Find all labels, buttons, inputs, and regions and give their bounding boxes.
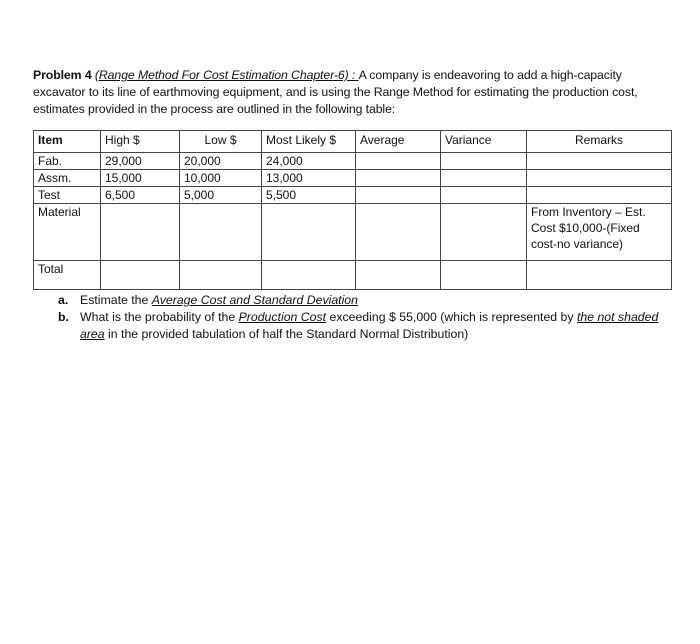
question-marker: a. [58,293,69,307]
cell-low [180,204,262,261]
cell-item: Total [34,261,101,290]
table-row [34,170,672,187]
question-list [58,292,678,343]
cell-low: 5,000 [180,187,262,204]
header-most-likely: Most Likely $ [262,131,356,153]
header-remarks: Remarks [527,131,672,153]
question-b [58,309,678,343]
question-prefix: Estimate the [80,293,152,307]
header-high: High $ [101,131,180,153]
cell-remarks [527,170,672,187]
table-header-row [34,131,672,153]
table-row [34,153,672,170]
cell-average [356,153,441,170]
cell-most-likely [262,261,356,290]
problem-statement [33,67,673,118]
header-item: Item [34,131,101,153]
cell-remarks: From Inventory – Est. Cost $10,000-(Fixed cost-no variance) [527,204,672,261]
question-prefix: What is the probability of the [80,310,239,324]
cell-item: Test [34,187,101,204]
question-text [80,292,678,309]
question-marker: b. [58,310,69,324]
header-variance: Variance [441,131,527,153]
table-row [34,204,672,261]
cell-most-likely [262,204,356,261]
cell-variance [441,170,527,187]
cost-estimate-table [33,130,672,290]
cell-item: Material [34,204,101,261]
cell-average [356,261,441,290]
cell-variance [441,204,527,261]
table-row [34,187,672,204]
question-emphasis-2: the not shaded area [80,310,659,341]
question-a [58,292,678,309]
cell-low: 20,000 [180,153,262,170]
cell-remarks [527,187,672,204]
cell-low [180,261,262,290]
cell-average [356,204,441,261]
question-emphasis: Average Cost and Standard Deviation [151,293,358,307]
cell-average [356,170,441,187]
cell-most-likely: 5,500 [262,187,356,204]
problem-text: A company is endeavoring to add a high-capacity excavator to its line of earthmoving equipment, and is using the Range Method for estimating the production cost, estimates provided in the process are outlined in the following table: [33,68,638,116]
cell-high [101,261,180,290]
cell-variance [441,187,527,204]
question-suffix: in the provided tabulation of half the Standard Normal Distribution) [104,327,469,341]
cell-high [101,204,180,261]
cell-most-likely: 13,000 [262,170,356,187]
header-average: Average [356,131,441,153]
cell-item: Fab. [34,153,101,170]
question-text [80,309,678,343]
table-row-total [34,261,672,290]
cell-item: Assm. [34,170,101,187]
cell-high: 6,500 [101,187,180,204]
cell-variance [441,261,527,290]
cell-high: 15,000 [101,170,180,187]
cell-remarks [527,153,672,170]
problem-label: Problem 4 [33,68,92,82]
cell-most-likely: 24,000 [262,153,356,170]
question-middle: exceeding $ 55,000 (which is represented by [326,310,577,324]
cell-average [356,187,441,204]
cell-remarks [527,261,672,290]
cell-high: 29,000 [101,153,180,170]
header-low: Low $ [180,131,262,153]
question-emphasis: Production Cost [238,310,327,324]
problem-reference: (Range Method For Cost Estimation Chapter-6) : [94,68,359,82]
cell-low: 10,000 [180,170,262,187]
cell-variance [441,153,527,170]
